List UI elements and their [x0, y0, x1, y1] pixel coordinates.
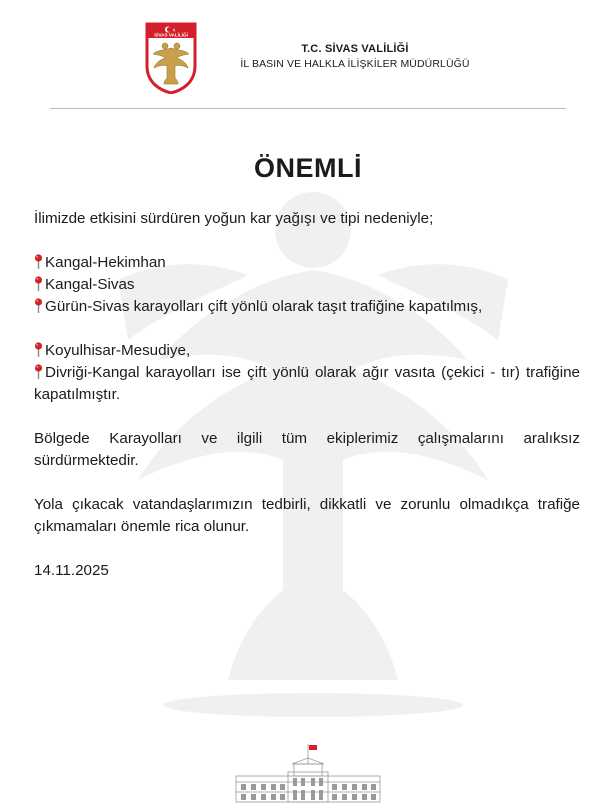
list-item-text: Kangal-Hekimhan — [45, 254, 166, 271]
list-item — [34, 252, 580, 274]
announcement-title: ÖNEMLİ — [254, 153, 362, 183]
list-item — [34, 340, 580, 362]
sivas-governorship-seal-icon — [145, 22, 197, 94]
organization-name: T.C. SİVAS VALİLİĞİ — [301, 43, 409, 55]
round-pushpin-icon — [34, 342, 43, 357]
organization-block — [210, 42, 500, 72]
request-paragraph: Yola çıkacak vatandaşlarımızın tedbirli, dikkatli ve zorunlu olmadıkça trafiğe çıkmamaları önemle rica olunur. — [34, 496, 580, 535]
department-name: İL BASIN VE HALKLA İLİŞKİLER MÜDÜRLÜĞÜ — [240, 58, 470, 70]
list-item-text: Gürün-Sivas karayolları çift yönlü olarak taşıt trafiğine kapatılmış, — [45, 298, 483, 315]
list-item — [34, 362, 580, 406]
work-paragraph: Bölgede Karayolları ve ilgili tüm ekiplerimiz çalışmalarını aralıksız sürdürmektedir. — [34, 430, 580, 469]
list-item-text: Kangal-Sivas — [45, 276, 135, 293]
round-pushpin-icon — [34, 298, 43, 313]
announcement-date: 14.11.2025 — [34, 562, 109, 579]
header-divider — [50, 108, 566, 109]
list-item — [34, 296, 580, 318]
closure-list-1 — [34, 252, 580, 318]
announcement-body — [34, 208, 580, 582]
round-pushpin-icon — [34, 364, 43, 379]
svg-text:SİVAS VALİLİĞİ: SİVAS VALİLİĞİ — [154, 32, 188, 38]
round-pushpin-icon — [34, 276, 43, 291]
closure-list-2 — [34, 340, 580, 406]
list-item-text: Koyulhisar-Mesudiye, — [45, 342, 191, 359]
round-pushpin-icon — [34, 254, 43, 269]
list-item-text: Divriği-Kangal karayolları ise çift yönlü olarak ağır vasıta (çekici - tır) trafiğine kapatılmıştır. — [34, 364, 580, 403]
intro-paragraph: İlimizde etkisini sürdüren yoğun kar yağışı ve tipi nedeniyle; — [34, 210, 434, 227]
government-building-icon — [232, 742, 384, 804]
list-item — [34, 274, 580, 296]
letterhead — [0, 0, 616, 110]
